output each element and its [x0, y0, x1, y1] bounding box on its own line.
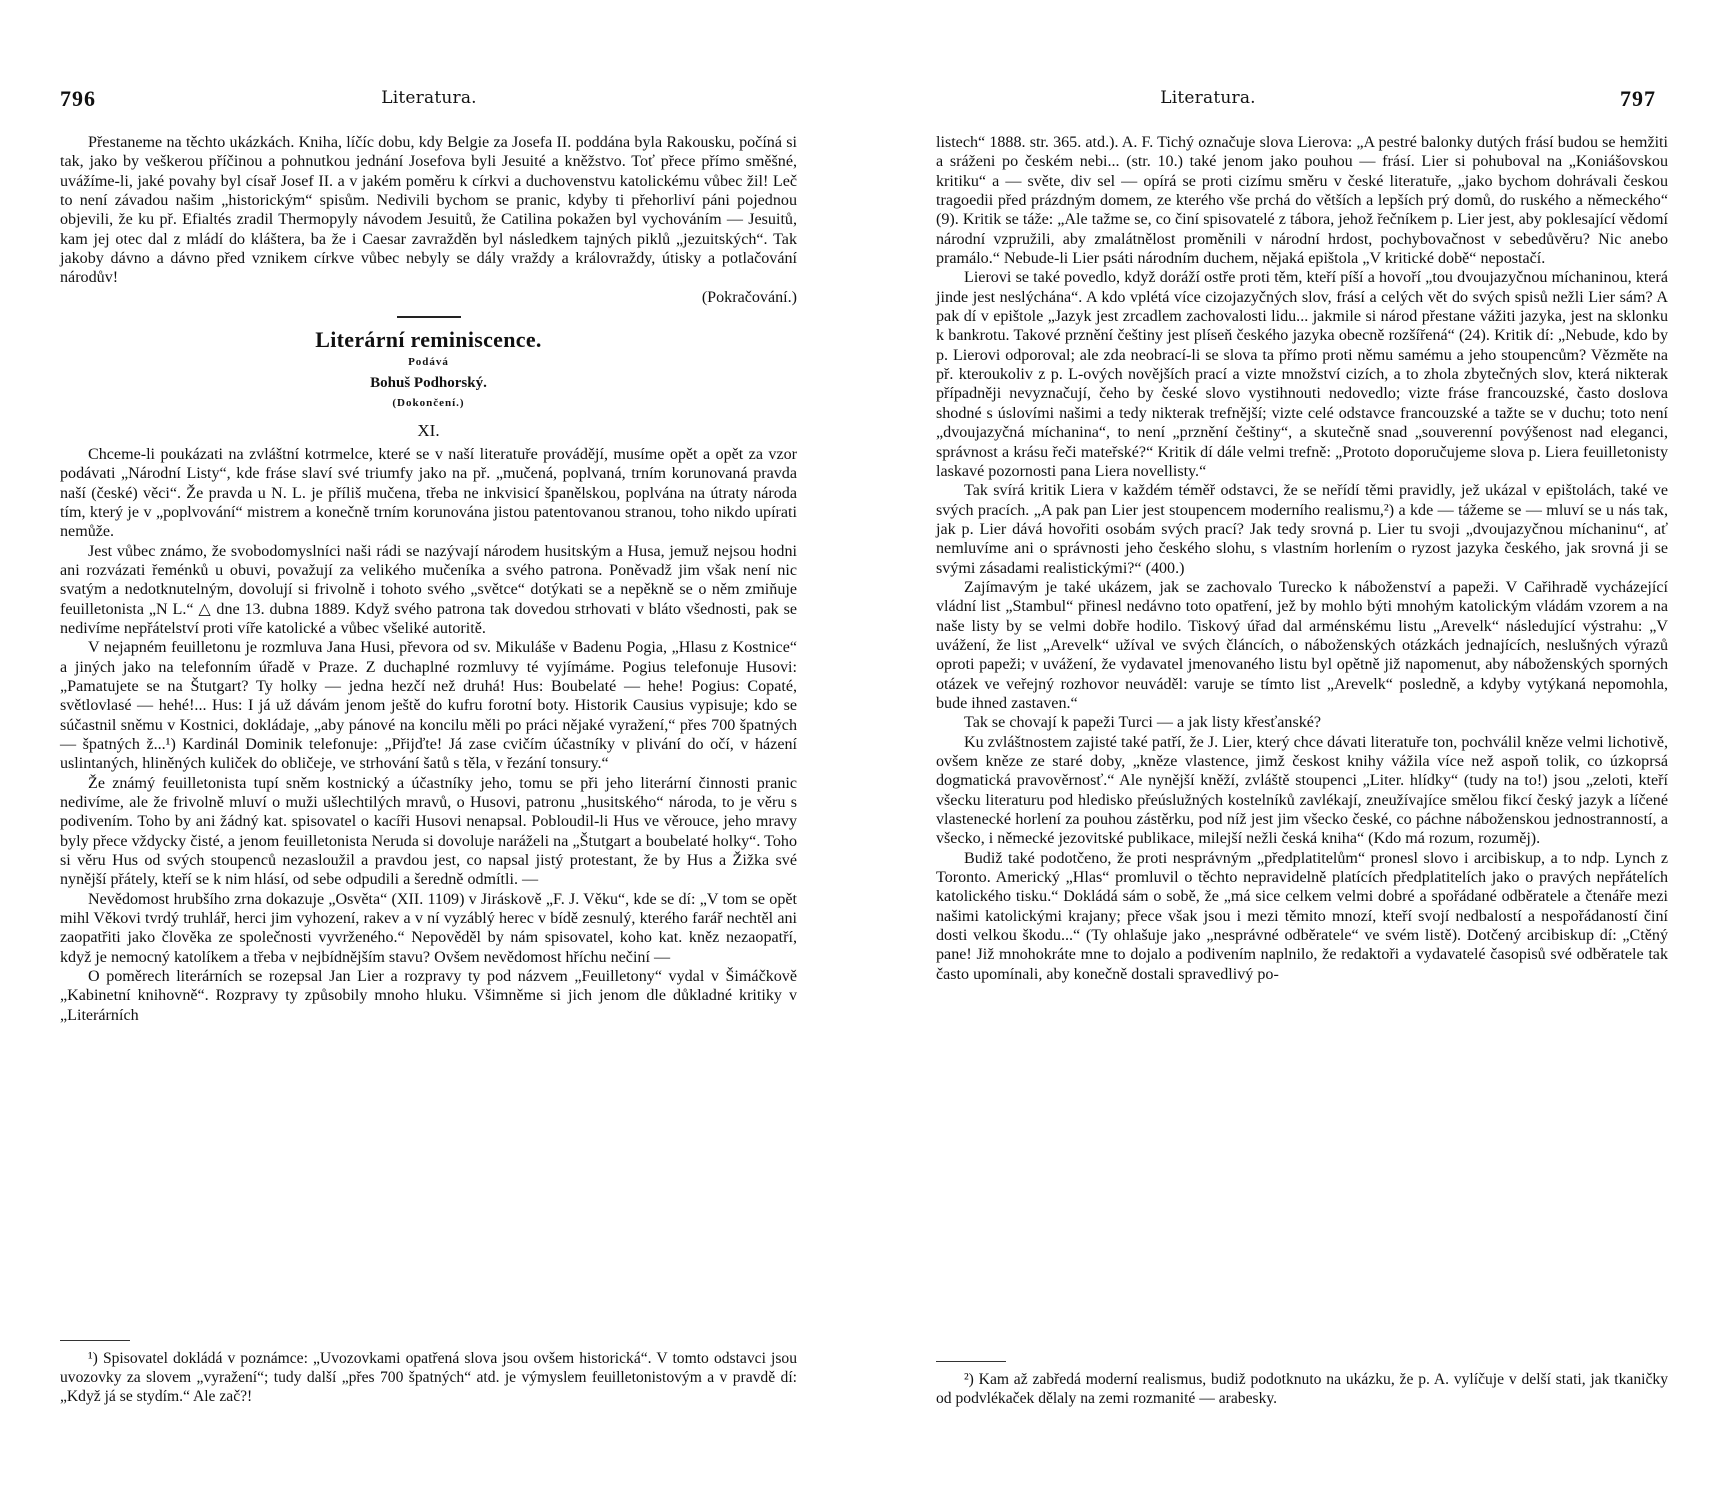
paragraph: Nevědomost hrubšího zrna dokazuje „Osvěta“ (XII. 1109) v Jiráskově „F. J. Věku“, kde se dí: „V tom se opět mihl Věkovi tvrdý truhlář, herci jim vyhození, rakev a v ní vyzáblý herec v bídě zesnulý, kterého farář nechtěl ani zaopatřiti jako člověka ze společnosti vyvrženého.“ Nepověděl by nám spisovatel, koho kat. kněz nezaopatří, když je nemocný katolíkem a třeba v nejbídnějším stavu? Ovšem nevědomost hříchu nečiní — [60, 890, 797, 966]
article-byline: Podává [408, 356, 449, 369]
right-page [858, 0, 1716, 1500]
footnote-text: ¹) Spisovatel dokládá v poznámce: „Uvozovkami opatřená slova jsou ovšem historická“. V tomto odstavci jsou uvozovky za slovem „vyražení“; tudy další „přes 700 špatných“ atd. je výmyslem feuilletonistovým a v pravdě dí: „Když já se stydím.“ Ale zač?! [60, 1350, 797, 1405]
paragraph: Že známý feuilletonista tupí sněm kostnický a účastníky jeho, tomu se při jeho literární činnosti pranic nedivíme, ale že frivolně mluví o muži ušlechtilých mravů, o Husovi, patronu „husitského“ národa, to je věru s podivením. Toho by ani žádný kat. spisovatel o kacíři Husovi nenapsal. Pobloudil-li Hus ve věrouce, jeho mravy byly přece vždycky čisté, a jenom feuilletonista Neruda si dovoluje naráželi na „Štutgart a boubelaté holky“. Toho si věru Hus od svých stoupenců nezasloužil a pravdou jest, co napsal jistý protestant, že by Hus a Žižka své nynější přátely, kteří se k nim hlásí, od sebe odpudili a šeredně odmítli. — [60, 774, 797, 889]
article-title: Literární reminiscence. [315, 327, 542, 353]
left-column [60, 133, 797, 1025]
paragraph: Chceme-li poukázati na zvláštní kotrmelce, které se v naší literatuře provádějí, musíme opět a opět za vzor podávati „Národní Listy“, kde fráse slaví své triumfy jako na př. „mučená, poplvaná, trním korunovaná pravda naší (české) věci“. Že pravda u N. L. je příliš mučena, třeba ne inkvisicí španělskou, poplvána na útraty národa tím, který je v „poplvování“ mistrem a konečně trním korunována jistou patentovanou stranou, toho nikdo upírati nemůže. [60, 445, 797, 541]
paragraph: Lierovi se také povedlo, když doráží ostře proti těm, kteří píší a hovoří „tou dvoujazyčnou míchaninou, která jinde jest neslýchána“. A kdo vplétá více cizojazyčných slov, frásí a celých vět do svých spisů nežli Lier sám? A pak dí v epištole „Jazyk jest zrcadlem zachovalosti lidu... jakmile si národ přestane vážiti jazyka, jest na sklonku k bankrotu. Takové prznění češtiny jest plíseň českého jazyka obecně rozšířená“ (24). Kritik dí: „Nebude, kdo by p. Lierovi odporoval; ale zda neobrací-li se slova ta přímo proti němu samému a jeho stoupencům? Vězměte na př. kteroukoliv z p. L-ových novějších prací a vizte množství cizích, a to zhola zbytečných slov, která nikterak případněji nevyznačují, čeho by české slovo vystihnouti nedovedlo; vizte fráse francouzské, často doslova shodné s úslovími našimi a tedy nikterak trefnější; vizte celé odstavce francouzské a tažte se v duchu; toto není „dvoujazyčná míchanina“, to není „prznění češtiny“, a skutečně snad „souverenní povýšenost nad eleganci, správnost a krásu řeči mateřské?“ Kritik dí dále velmi trefně: „Prototo doporučujeme slova p. Liera feuilletonisty laskavé pozornosti pana Liera novellisty.“ [936, 269, 1668, 480]
paragraph: Budiž také podotčeno, že proti nesprávným „předplatitelům“ pronesl slovo i arcibiskup, a to ndp. Lynch z Toronto. Americký „Hlas“ promluvil o těchto nepravidelně platících předplatitelích jako o pravých nepřátelích katolického tisku.“ Dokládá sám o sobě, že „má sice celkem velmi dobré a spořádané odběratele a čtenáře mezi našimi katolickými krajany; přece však jsou i mezi těmito mnozí, kteří svojí nedbalostí a nespořádaností činí dosti velkou škodu...“ (Ty ohlašuje jako „nesprávné odběratele“ ve svém listě). Dotčený arcibiskup dí: „Ctěný pane! Již mnohokráte mne to dojalo a podivením naplnilo, že redaktoři a vydavatelé časopisů své odběratele tak často upomínali, aby konečně dostali spravedlivý po- [936, 849, 1668, 983]
continuation-note: (Pokračování.) [701, 288, 797, 306]
paragraph: Tak svírá kritik Liera v každém téměř odstavci, že se neřídí těmi pravidly, jež ukázal v epištolách, také ve svých pracích. „A pak pan Lier jest stoupencem moderního realismu,²) a kde — tážeme se — mluví se u nás tak, jak p. Lier dává hovořiti osobám svých prací? Jak tedy srovná p. Lier tu svoji „dvoujazyčnou míchaninu“, ať nemluvíme ani o správnosti jeho českého slohu, s vlastním horlením o ryzost jazyka českého, jak srovná ji se svými zásadami realistickými?“ (400.) [936, 482, 1668, 577]
page-number: 797 [1620, 86, 1656, 111]
article-status: (Dokončení.) [392, 397, 465, 410]
footnote [936, 1370, 1668, 1408]
footnote-text: ²) Kam až zabředá moderní realismus, budiž podotknuto na ukázku, že p. A. vylíčuje v delší stati, jak tkaničky od podvlékaček dělaly na zemi rozmanité — arabesky. [936, 1371, 1668, 1407]
paragraph: Jest vůbec známo, že svobodomyslníci naši rádi se nazývají národem husitským a Husa, jemuž nejsou hodni ani rozvázati řeménků u obuvi, považují za velikého mučeníka a svého patrona. Poněvadž jim však není nic svatým a nedotknutelným, dovolují si frivolně i tohoto svého „světce“ dotýkati se a nepěkně se o něm zmiňuje feuilletonista „N L.“ △ dne 13. dubna 1889. Když svého patrona tak dovedou strhovati v bláto všednosti, pak se nedivíme nepřátelství proti víře katolické a vůbec všeliké autoritě. [60, 542, 797, 637]
paragraph: listech“ 1888. str. 365. atd.). A. F. Tichý označuje slova Lierova: „A pestré balonky dutých frásí budou se hemžiti a sráženi po českém nebi... (str. 10.) také jenom jako pouhou — frásí. Lier si pohuboval na „Koniášovskou kritiku“ a — světe, div sel — opírá se proti cizímu směru v české literatuře, „jako bychom dohrávali českou tragoedii před prázdným domem, ze kterého vše prchá do větších a lepších prý domů, do ruského a německého“ (9). Kritik se táže: „Ale tažme se, co činí spisovatelé z tábora, jehož řečníkem p. Lier jest, aby poklesající vědomí národní vzpružili, aby zmalátnělost proměnili v národní hrdost, pochybovačnost v sebedůvěru? Nic anebo pramálo.“ Nebude-li Lier psáti národním duchem, nějaká epištola „V kritické době“ nepostačí. [936, 134, 1668, 268]
paragraph: Přestaneme na těchto ukázkách. Kniha, líčíc dobu, kdy Belgie za Josefa II. poddána byla Rakousku, počíná si tak, jako by veškerou příčinou a pohnutkou jednání Josefova byli Jesuité a kněžstvo. Toť přece přímo směšné, uvážíme-li, jaké povahy byl císař Josef II. a v jakém poměru k církvi a duchovenstvu katolickému vůbec žil! Leč to není závadou našim „historickým“ spisům. Nedivili bychom se pranic, kdyby ti přehorliví páni pojednou objevili, že ku př. Efialtés zradil Thermopyly návodem Jesuitů, že Catilina pokažen byl vychováním — Jesuitů, kam jej otec dal z mládí do kláštera, ba že i Caesar zavražděn byl následkem tajných piklů „jezuitských“. Tak jakoby dávno a dávno před vznikem církve vůbec nebyly se dály vraždy a královraždy, útisky a potlačování národův! [60, 134, 797, 287]
footnote [60, 1349, 797, 1406]
footnote-rule [936, 1361, 1006, 1362]
paragraph: V nejapném feuilletonu je rozmluva Jana Husi, převora od sv. Mikuláše v Badenu Pogia, „Hlasu z Kostnice“ a jiných jako na telefonním úřadě v Praze. Z duchaplné rozmluvy té vyjímáme. Pogius telefonuje Husovi: „Pamatujete se na Štutgart? Ty holky — jedna hezčí než druhá! Hus: Boubelaté — hehe! Pogius: Copaté, světlovlasé — hehé!... Hus: I já už dávám jenom ještě do kufru forotní boty. Historik Causius vypisuje; kdo se súčastnil sněmu v Kostnici, dokládaje, „aby pánové na koncilu měli po práci nějaké vyražení,“ přes 700 špatných — špatných ž...¹) Kardinál Dominik telefonuje: „Přijďte! Já zase cvičím účastníky v plivání do očí, v házení uslintaných, hliněných kuliček do obličeje, ve strhování šatů s těla, v řezání tonsury.“ [60, 639, 797, 773]
section-number: XI. [417, 421, 440, 441]
right-column [936, 133, 1668, 984]
running-head: Literatura. [381, 88, 477, 108]
section-rule [397, 316, 461, 318]
paragraph: Tak se chovají k papeži Turci — a jak listy křesťanské? [964, 714, 1322, 732]
paragraph: Ku zvláštnostem zajisté také patří, že J. Lier, který chce dávati literatuře ton, pochválil kněze velmi lichotivě, ovšem kněze ze staré doby, „kněze vlastence, jimž českost knihy vážila více než aspoň tolik, co úzkoprsá dogmatická pravověrnosť.“ Ale nynější kněží, zvláště stoupenci „Liter. hlídky“ (tudy na to!) jsou „zeloti, kteří všecku literaturu pod hledisko přeúslužných kostelníků zavlékají, zneužívajíce smělou fikcí český jazyk a líčené vlastenecké horlení za pouhou zástěrku, pod níž jest jim všecko české, co páchne náboženskou jednostranností, a všecko, i německé jezovitské publikace, milejší nežli česká kniha“ (Kdo má rozum, rozuměj). [936, 733, 1668, 848]
article-author: Bohuš Podhorský. [370, 374, 487, 391]
paragraph: O poměrech literárních se rozepsal Jan Lier a rozpravy ty pod názvem „Feuilletony“ vydal v Šimáčkově „Kabinetní knihovně“. Rozpravy ty způsobily mnoho hluku. Všimněme si jich jenom dle důkladné kritiky v „Literárních [60, 968, 797, 1024]
footnote-rule [60, 1340, 130, 1341]
page-number: 796 [60, 86, 96, 111]
paragraph: Zajímavým je také ukázem, jak se zachovalo Turecko k náboženství a papeži. V Cařihradě vycházející vládní list „Stambul“ přinesl nedávno toto opatření, jež by mohlo býti mnohým katolickým vládám vzorem a na naše listy by se velmi dobře hodilo. Tiskový úřad dal arménskému listu „Arevelk“ následující výstrahu: „V uvážení, že list „Arevelk“ užíval ve svých článcích, o náboženských otázkách jednajících, neslušných výrazů oproti papeži; v uvážení, že vydavatel jmenovaného listu byl opětně již napomenut, aby náboženských sporných otázek ve veřejný rozhovor neuváděl: varuje se tímto list „Arevelk“ posledně, a kdyby vytýkaná nepomohla, bude ihned zastaven.“ [936, 578, 1668, 712]
running-head: Literatura. [1160, 88, 1256, 108]
